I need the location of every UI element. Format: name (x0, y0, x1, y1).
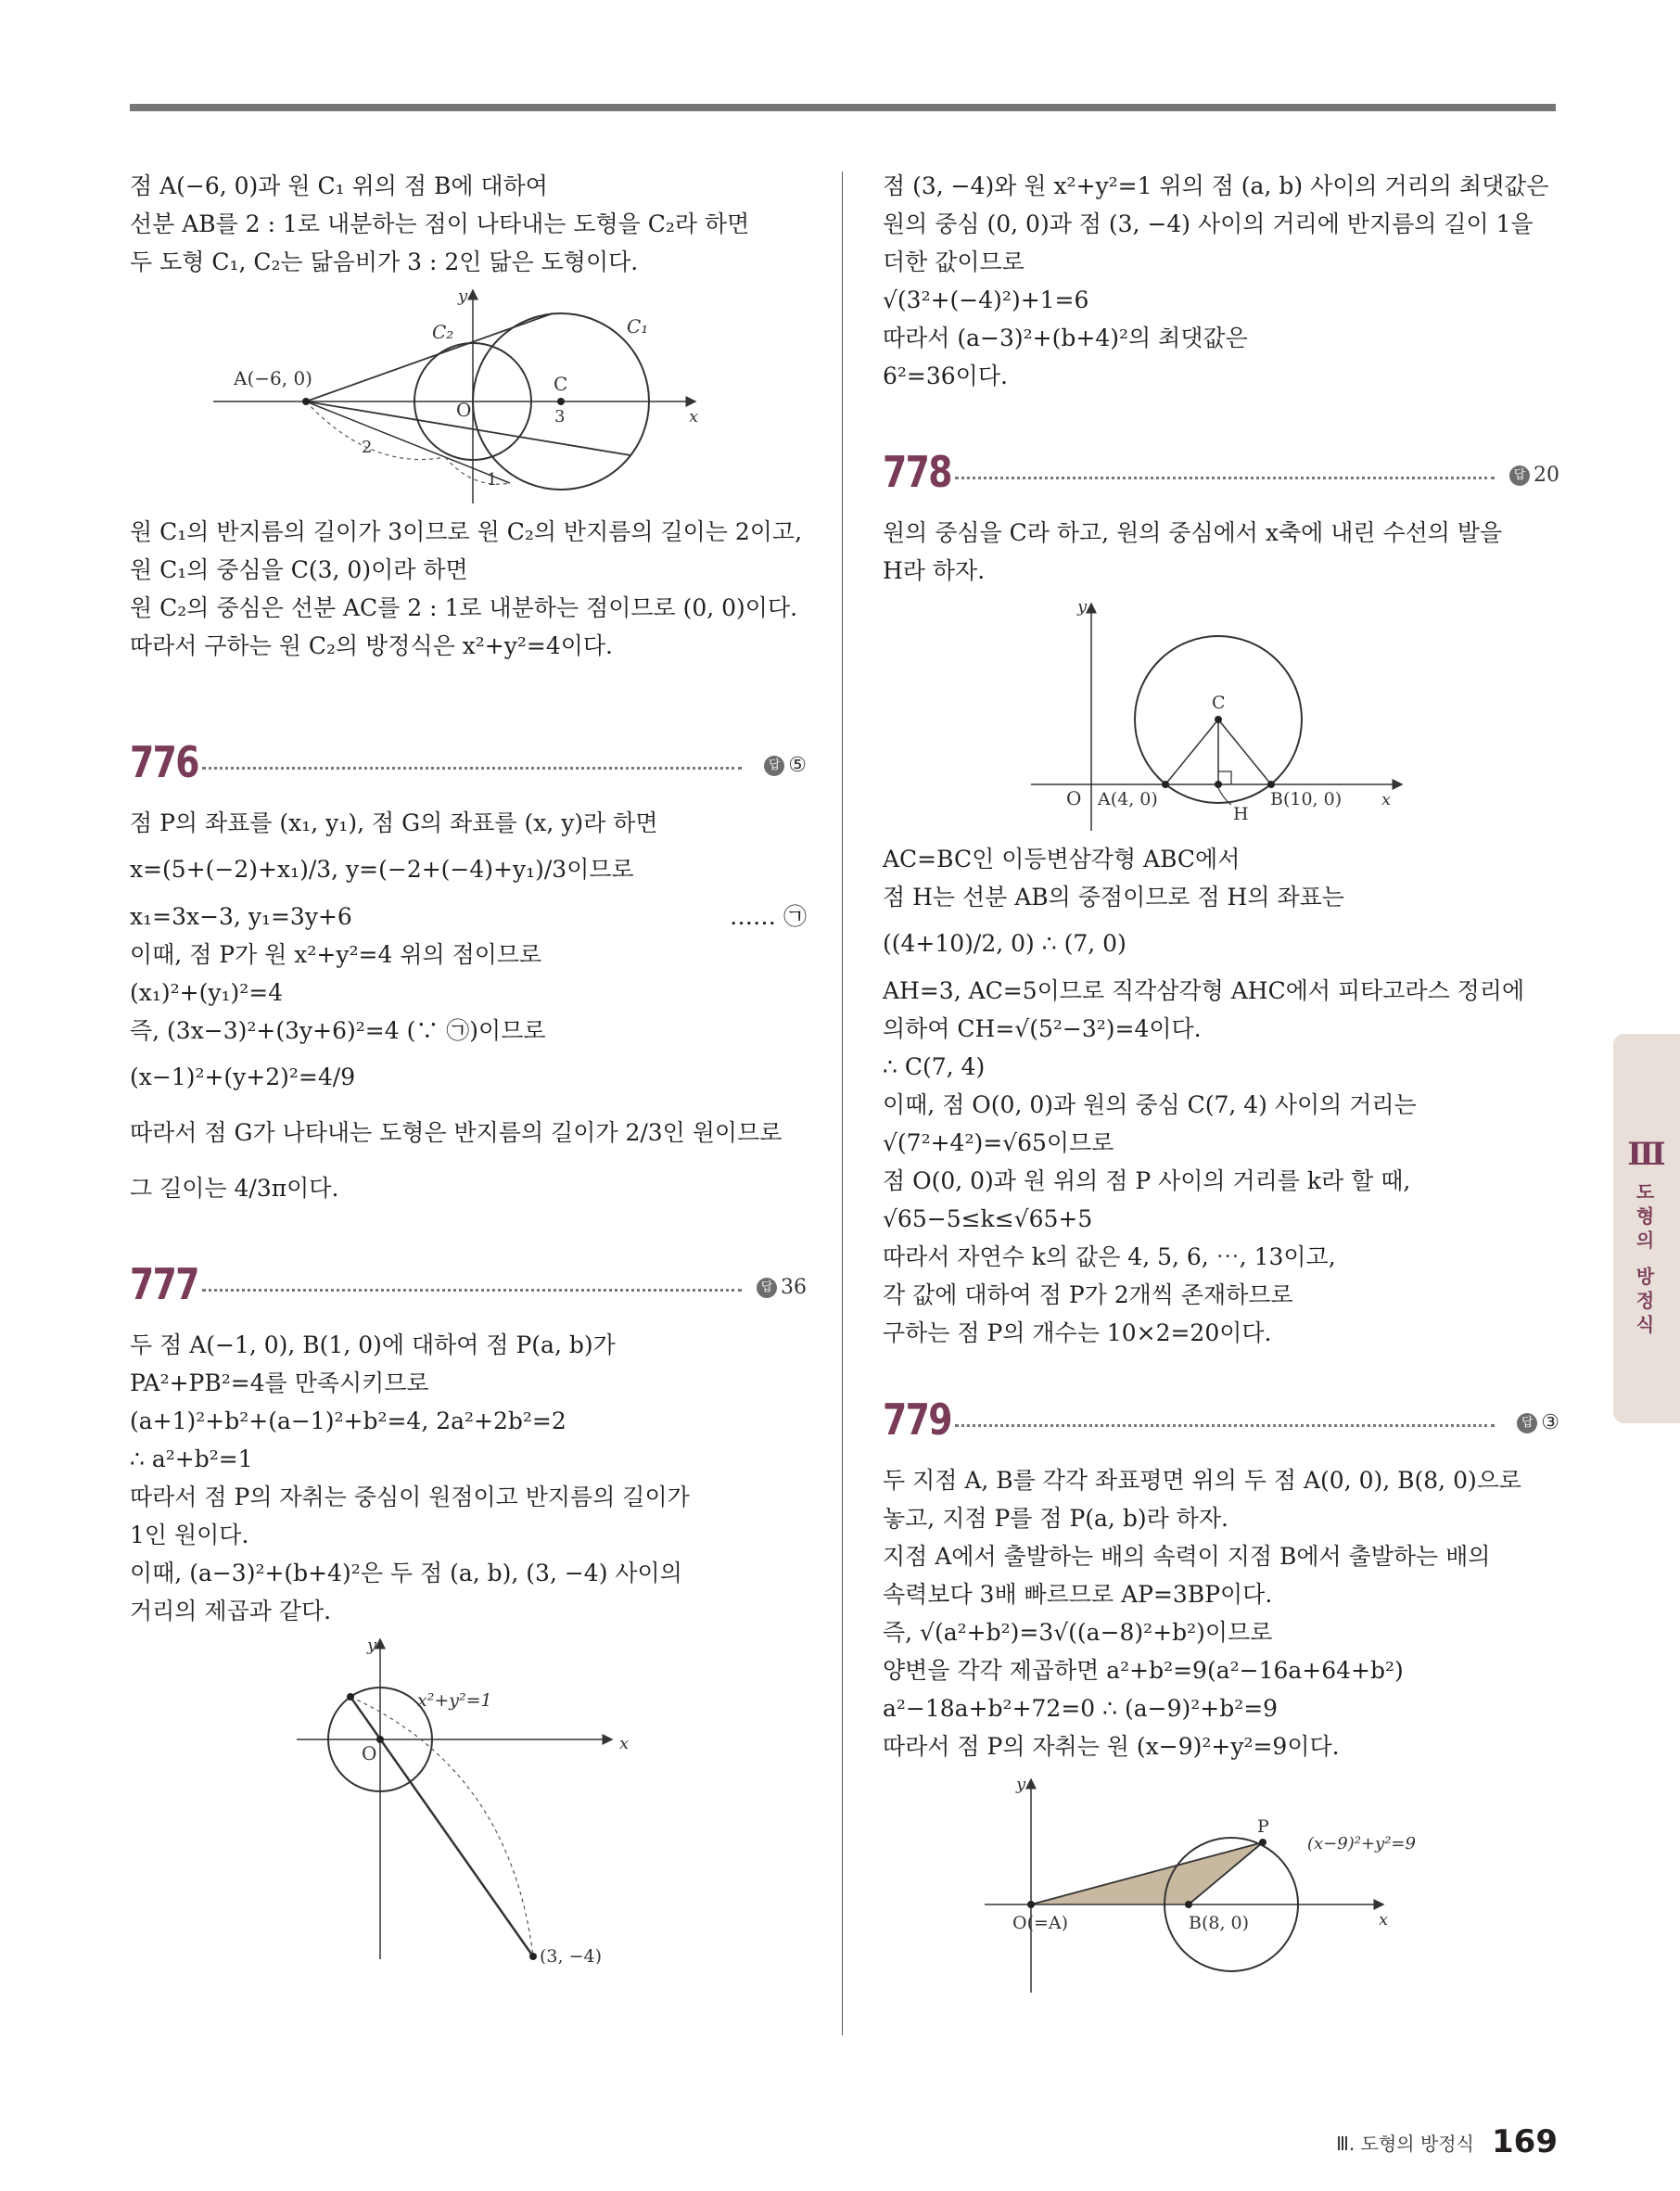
right-column (883, 167, 1559, 1997)
label-P: P (1257, 1816, 1269, 1837)
text-line: 따라서 점 G가 나타내는 도형은 반지름의 길이가 2/3인 원이므로 (130, 1119, 783, 1146)
label-1: 1 (487, 470, 498, 490)
label-O: O (362, 1742, 377, 1764)
answer-value: ③ (1541, 1411, 1559, 1434)
column-divider (842, 172, 843, 2035)
label-point: (3, −4) (540, 1946, 603, 1964)
answer-label (1517, 1411, 1559, 1434)
problem-779-header (883, 1389, 1559, 1461)
answer-badge-icon: 답 (764, 756, 784, 776)
chapter-numeral: Ⅲ (1627, 1136, 1666, 1173)
text-line: 이때, 점 O(0, 0)과 원의 중심 C(7, 4) 사이의 거리는 (883, 1091, 1417, 1118)
text-line: a²−18a+b²+72=0 ∴ (a−9)²+b²=9 (883, 1695, 1279, 1722)
text-line: 즉, √(a²+b²)=3√((a−8)²+b²)이므로 (883, 1619, 1273, 1646)
footer-chapter: Ⅲ. 도형의 방정식 (1336, 2132, 1474, 2155)
text-line: 양변을 각각 제곱하면 a²+b²=9(a²−16a+64+b²) (883, 1657, 1404, 1684)
text-line: 원의 중심을 C라 하고, 원의 중심에서 x축에 내린 수선의 발을 (883, 519, 1503, 546)
text-line: 점 H는 선분 AB의 중점이므로 점 H의 좌표는 (883, 884, 1344, 911)
text-line: 즉, (3x−3)²+(3y+6)²=4 (∵ ㉠)이므로 (130, 1017, 546, 1044)
answer-value: ⑤ (788, 754, 807, 777)
text-line: ∴ C(7, 4) (883, 1053, 986, 1080)
label-x: x (1379, 1910, 1389, 1930)
text-line: √65−5≤k≤√65+5 (883, 1205, 1093, 1232)
text-line: 이때, (a−3)²+(b+4)²은 두 점 (a, b), (3, −4) 사이의 (130, 1560, 682, 1586)
text-line: x=(5+(−2)+x₁)/3, y=(−2+(−4)+y₁)/3이므로 (130, 856, 634, 883)
text-line: 원 C₁의 중심을 C(3, 0)이라 하면 (130, 556, 468, 583)
text-line: 놓고, 지점 P를 점 P(a, b)라 하자. (883, 1505, 1228, 1532)
dotted-leader (202, 1289, 742, 1292)
label-circle-eq: (x−9)²+y²=9 (1307, 1834, 1416, 1853)
label-x: x (689, 407, 699, 427)
figure-775 (130, 281, 807, 513)
label-C: C (1212, 693, 1226, 713)
text-line: AC=BC인 이등변삼각형 ABC에서 (883, 846, 1241, 873)
left-column (130, 167, 807, 1964)
text-line: 그 길이는 4/3π이다. (130, 1175, 339, 1202)
text-line: √(7²+4²)=√65이므로 (883, 1129, 1114, 1156)
problem-777-header (130, 1254, 807, 1326)
label-O: O (1066, 787, 1082, 809)
text-line: 점 P의 좌표를 (x₁, y₁), 점 G의 좌표를 (x, y)라 하면 (130, 809, 658, 836)
label-C1: C₁ (627, 315, 649, 338)
figure-777 (130, 1630, 807, 1964)
label-2: 2 (362, 438, 373, 457)
text-line: AH=3, AC=5이므로 직각삼각형 AHC에서 피타고라스 정리에 (883, 977, 1525, 1004)
label-H: H (1233, 804, 1249, 824)
label-circle-eq: x²+y²=1 (417, 1690, 492, 1711)
text-span: x₁=3x−3, y₁=3y+6 (130, 903, 352, 930)
text-line: PA²+PB²=4를 만족시키므로 (130, 1369, 429, 1396)
text-line: 원 C₁의 반지름의 길이가 3이므로 원 C₂의 반지름의 길이는 2이고, (130, 518, 803, 545)
answer-badge-icon: 답 (1517, 1413, 1537, 1433)
problem-776-header (130, 732, 807, 804)
problem-number: 779 (883, 1395, 951, 1445)
answer-label (1509, 464, 1559, 487)
label-x: x (619, 1734, 630, 1753)
text-line: (x−1)²+(y+2)²=4/9 (130, 1064, 356, 1090)
text-line: 1인 원이다. (130, 1522, 249, 1548)
chapter-side-tab (1613, 1034, 1680, 1423)
dotted-leader (202, 767, 742, 770)
figure-779 (883, 1765, 1559, 1997)
text-line: 의하여 CH=√(5²−3²)=4이다. (883, 1015, 1202, 1042)
reference-mark: …… ㉠ (730, 903, 807, 930)
text-line: 거리의 제곱과 같다. (130, 1598, 332, 1624)
text-line: 따라서 자연수 k의 값은 4, 5, 6, ⋯, 13이고, (883, 1243, 1336, 1270)
top-rule (130, 104, 1556, 111)
problem-number: 776 (130, 737, 198, 787)
text-line: (x₁)²+(y₁)²=4 (130, 979, 284, 1006)
label-B: B(8, 0) (1189, 1913, 1250, 1933)
page-footer (1336, 2123, 1558, 2160)
text-line: 점 (3, −4)와 원 x²+y²=1 위의 점 (a, b) 사이의 거리의 최댓값은 (883, 172, 1549, 199)
text-line: 각 값에 대하여 점 P가 2개씩 존재하므로 (883, 1281, 1293, 1308)
answer-badge-icon: 답 (757, 1278, 777, 1298)
label-A: A(4, 0) (1098, 789, 1158, 809)
text-line: 따라서 점 P의 자취는 중심이 원점이고 반지름의 길이가 (130, 1484, 690, 1510)
text-line: 점 A(−6, 0)과 원 C₁ 위의 점 B에 대하여 (130, 172, 548, 199)
answer-label (757, 1276, 807, 1299)
chapter-title: 도형의 방정식 (1633, 1182, 1655, 1339)
text-line: 따라서 (a−3)²+(b+4)²의 최댓값은 (883, 325, 1248, 351)
text-line: 따라서 점 P의 자취는 원 (x−9)²+y²=9이다. (883, 1733, 1340, 1760)
dotted-leader (955, 477, 1495, 479)
text-line: ∴ a²+b²=1 (130, 1446, 253, 1472)
dotted-leader (955, 1424, 1495, 1427)
text-line: 원 C₂의 중심은 선분 AC를 2 : 1로 내분하는 점이므로 (0, 0)이다. (130, 594, 798, 621)
text-line: ((4+10)/2, 0) ∴ (7, 0) (883, 930, 1126, 957)
label-3: 3 (554, 407, 566, 427)
label-x: x (1381, 790, 1392, 809)
label-C2: C₂ (432, 321, 454, 343)
figure-778 (883, 590, 1559, 840)
label-y: y (367, 1636, 377, 1655)
text-line: 더한 값이므로 (883, 248, 1025, 275)
problem-number: 778 (883, 447, 951, 497)
text-line: 원의 중심 (0, 0)과 점 (3, −4) 사이의 거리에 반지름의 길이 1을 (883, 210, 1534, 237)
text-line: 두 점 A(−1, 0), B(1, 0)에 대하여 점 P(a, b)가 (130, 1331, 616, 1358)
problem-778-header (883, 441, 1559, 514)
text-line: (a+1)²+b²+(a−1)²+b²=4, 2a²+2b²=2 (130, 1408, 566, 1434)
answer-value: 36 (781, 1276, 807, 1299)
text-line: 선분 AB를 2 : 1로 내분하는 점이 나타내는 도형을 C₂라 하면 (130, 210, 750, 237)
label-y: y (1077, 597, 1088, 617)
answer-value: 20 (1534, 464, 1559, 487)
text-line (130, 898, 807, 936)
page-number: 169 (1492, 2123, 1558, 2160)
answer-label (764, 754, 807, 777)
label-C: C (554, 373, 568, 395)
label-O: O(=A) (1012, 1913, 1069, 1933)
text-line: 지점 A에서 출발하는 배의 속력이 지점 B에서 출발하는 배의 (883, 1543, 1491, 1570)
answer-badge-icon: 답 (1509, 465, 1530, 486)
text-line: √(3²+(−4)²)+1=6 (883, 287, 1089, 313)
label-y: y (1016, 1775, 1026, 1794)
text-line: 두 도형 C₁, C₂는 닮음비가 3 : 2인 닮은 도형이다. (130, 248, 639, 275)
label-O: O (456, 399, 472, 421)
text-line: 6²=36이다. (883, 363, 1008, 389)
text-line: 속력보다 3배 빠르므로 AP=3BP이다. (883, 1581, 1273, 1608)
label-y: y (458, 287, 468, 306)
text-line: 이때, 점 P가 원 x²+y²=4 위의 점이므로 (130, 941, 542, 968)
text-line: H라 하자. (883, 557, 986, 584)
text-line: 두 지점 A, B를 각각 좌표평면 위의 두 점 A(0, 0), B(8, 0)으로 (883, 1467, 1522, 1494)
text-line: 구하는 점 P의 개수는 10×2=20이다. (883, 1319, 1272, 1346)
problem-number: 777 (130, 1259, 198, 1309)
label-B: B(10, 0) (1270, 789, 1343, 809)
text-line: 따라서 구하는 원 C₂의 방정식은 x²+y²=4이다. (130, 632, 613, 659)
label-A: A(−6, 0) (234, 367, 312, 389)
text-line: 점 O(0, 0)과 원 위의 점 P 사이의 거리를 k라 할 때, (883, 1167, 1411, 1194)
